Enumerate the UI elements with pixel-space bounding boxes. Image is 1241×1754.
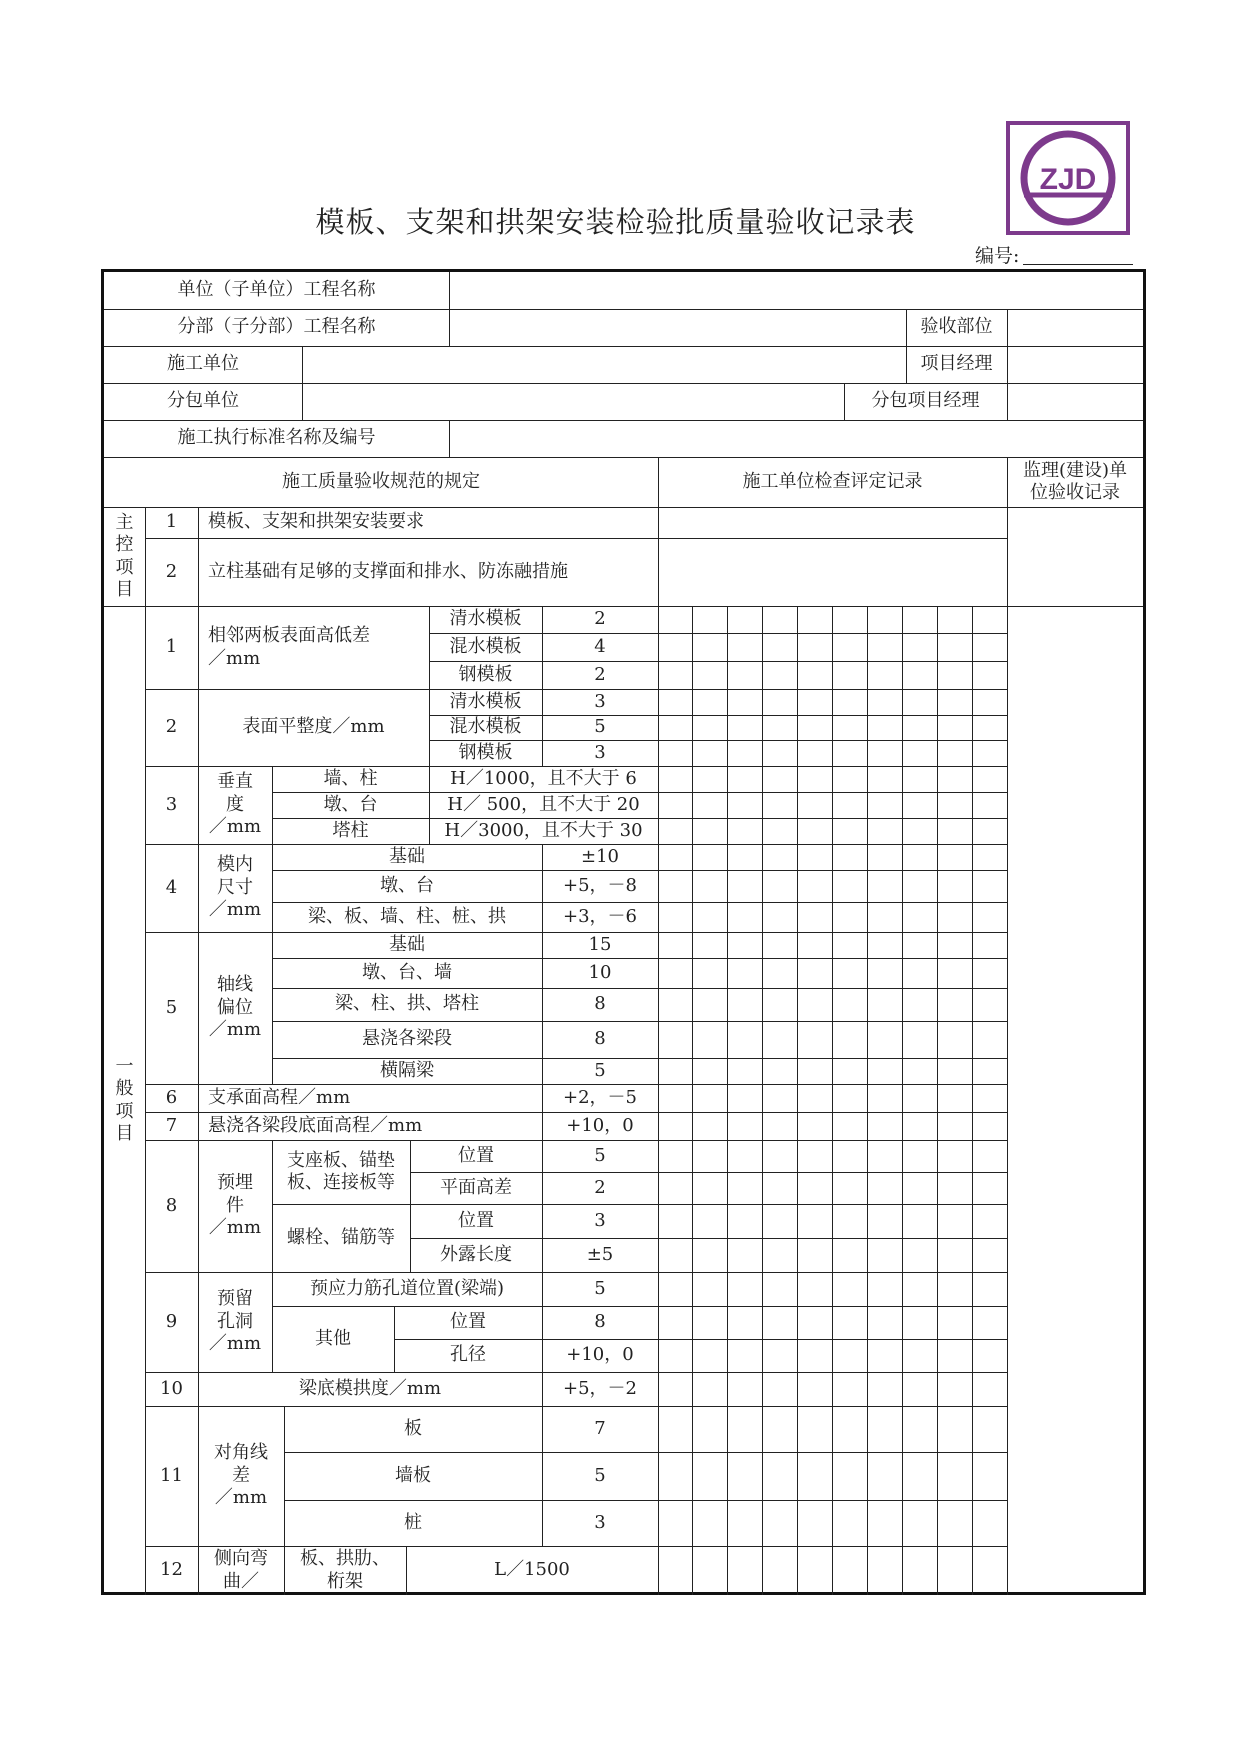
item-4-sub: 基础 <box>389 845 425 867</box>
item-4-value: +5，－8 <box>563 874 637 896</box>
item-9-name: 预留 孔洞 ／mm <box>208 1288 262 1355</box>
item-2-sub: 混水模板 <box>449 716 522 738</box>
label-construction-unit: 施工单位 <box>167 353 239 375</box>
field-subcontract-unit[interactable] <box>302 383 844 420</box>
item-4-value: +3，－6 <box>563 905 637 927</box>
item-12-name: 侧向弯 曲／ <box>214 1548 268 1592</box>
inspection-table <box>101 269 1146 1595</box>
document-title: 模板、支架和拱架安装检验批质量验收记录表 <box>315 205 916 239</box>
main-item-1-no: 1 <box>165 511 178 533</box>
check-row-line <box>658 792 1007 793</box>
check-grid-line <box>902 606 903 1595</box>
item-2-sub: 清水模板 <box>449 690 522 712</box>
item-1-value: 2 <box>594 663 606 685</box>
item-5-value: 10 <box>588 961 612 983</box>
check-row-line <box>658 661 1007 662</box>
check-row-line <box>658 902 1007 903</box>
item-4-sub: 梁、板、墙、柱、桩、拱 <box>308 905 506 927</box>
check-row-line <box>658 1306 1007 1307</box>
item-9-sub: 孔径 <box>450 1344 486 1366</box>
item-12-no: 12 <box>160 1559 183 1581</box>
item-8-value: 3 <box>594 1209 606 1231</box>
item-9-no: 9 <box>165 1310 178 1332</box>
label-standard: 施工执行标准名称及编号 <box>177 427 376 449</box>
main-item-1-check-field[interactable] <box>658 507 1007 538</box>
item-5-value: 8 <box>594 1028 606 1050</box>
item-3-no: 3 <box>165 793 178 815</box>
field-subcontract-manager[interactable] <box>1007 383 1143 420</box>
item-5-sub: 横隔梁 <box>380 1059 434 1081</box>
item-3-value: H／1000，且不大于 6 <box>450 767 637 789</box>
item-2-sub: 钢模板 <box>458 741 513 763</box>
check-grid-line <box>762 606 763 1595</box>
item-12-sub: 板、拱肋、 桁架 <box>300 1548 390 1592</box>
item-9-row-1: 预应力筋孔道位置(梁端) <box>309 1277 505 1299</box>
item-5-no: 5 <box>165 996 178 1018</box>
item-5-name: 轴线 偏位 ／mm <box>208 974 262 1041</box>
item-8-group-1: 支座板、锚垫 板、连接板等 <box>287 1149 395 1193</box>
item-7-value: +10，0 <box>566 1114 634 1136</box>
item-8-value: ±5 <box>586 1243 614 1265</box>
item-4-value: ±10 <box>581 845 619 867</box>
label-unit-project: 单位（子单位）工程名称 <box>177 279 376 301</box>
check-row-line <box>658 870 1007 871</box>
item-5-value: 15 <box>588 933 612 955</box>
col-header-check: 施工单位检查评定记录 <box>742 470 923 492</box>
item-11-sub: 板 <box>404 1417 422 1439</box>
number-label: 编号: <box>975 245 1020 267</box>
svg-text:ZJD: ZJD <box>1039 163 1097 196</box>
item-11-value: 7 <box>594 1417 606 1439</box>
check-grid-line <box>692 606 693 1595</box>
check-row-line <box>658 1339 1007 1340</box>
item-1-name: 相邻两板表面高低差 ／mm <box>208 625 370 669</box>
field-construction-unit[interactable] <box>302 346 906 383</box>
item-8-name: 预埋 件 ／mm <box>208 1172 262 1239</box>
check-row-line <box>658 1204 1007 1205</box>
item-1-no: 1 <box>165 636 178 658</box>
label-acceptance-part: 验收部位 <box>920 316 993 338</box>
check-row-line <box>658 958 1007 959</box>
number-field[interactable] <box>1023 264 1133 265</box>
check-grid-line <box>832 606 833 1595</box>
check-row-line <box>658 633 1007 634</box>
item-2-value: 3 <box>594 741 606 763</box>
col-divider <box>198 1084 199 1140</box>
check-grid-line <box>867 606 868 1595</box>
field-standard[interactable] <box>449 420 1143 457</box>
item-5-sub: 墩、台、墙 <box>362 961 452 983</box>
check-row-line <box>658 740 1007 741</box>
item-11-sub: 桩 <box>404 1511 422 1533</box>
supervision-record-field[interactable] <box>1007 507 1143 1595</box>
item-8-no: 8 <box>165 1194 178 1216</box>
col-divider <box>449 272 450 309</box>
item-2-value: 3 <box>594 690 606 712</box>
item-5-value: 8 <box>594 993 606 1015</box>
item-9-value: 8 <box>594 1311 606 1333</box>
item-9-row-1-value: 5 <box>594 1277 606 1299</box>
col-divider-name <box>198 507 199 606</box>
item-11-no: 11 <box>160 1464 183 1486</box>
col-header-supervision: 监理(建设)单 位验收记录 <box>1022 459 1128 503</box>
item-2-name: 表面平整度／mm <box>242 716 385 738</box>
item-11-value: 3 <box>594 1511 606 1533</box>
main-item-2-text: 立柱基础有足够的支撑面和排水、防冻融措施 <box>208 560 568 582</box>
item-9-value: +10，0 <box>566 1344 634 1366</box>
label-subcontract-unit: 分包单位 <box>167 390 239 412</box>
col-divider <box>658 606 659 1595</box>
item-3-sub: 塔柱 <box>332 819 369 841</box>
general-items-label: 一 般 项 目 <box>115 1055 134 1144</box>
item-8-sub: 位置 <box>458 1144 494 1166</box>
item-6-no: 6 <box>165 1086 178 1108</box>
item-6-name: 支承面高程／mm <box>208 1086 351 1108</box>
item-5-value: 5 <box>594 1059 606 1081</box>
item-1-sub: 钢模板 <box>458 663 513 685</box>
check-grid-line <box>972 606 973 1595</box>
col-header-spec: 施工质量验收规范的规定 <box>282 470 480 492</box>
item-8-value: 5 <box>594 1144 606 1166</box>
item-2-value: 5 <box>594 716 606 738</box>
item-1-sub: 清水模板 <box>449 608 522 630</box>
item-3-sub: 墙、柱 <box>323 767 378 789</box>
label-project-manager: 项目经理 <box>920 353 993 375</box>
item-5-sub: 悬浇各梁段 <box>362 1028 452 1050</box>
item-11-name: 对角线 差 ／mm <box>214 1442 268 1509</box>
item-3-value: H／ 500，且不大于 20 <box>447 793 640 815</box>
check-row-line <box>658 715 1007 716</box>
item-10-name: 梁底模拱度／mm <box>298 1377 442 1399</box>
field-acceptance-part[interactable] <box>1007 309 1143 346</box>
check-row-line <box>658 1452 1007 1453</box>
item-7-no: 7 <box>165 1114 178 1136</box>
item-1-value: 2 <box>594 608 606 630</box>
item-8-value: 2 <box>594 1176 606 1198</box>
item-8-sub: 外露长度 <box>440 1243 512 1265</box>
main-control-label: 主 控 项 目 <box>115 511 134 600</box>
item-1-value: 4 <box>594 635 606 657</box>
main-item-2-no: 2 <box>165 560 178 582</box>
main-item-1-text: 模板、支架和拱架安装要求 <box>208 511 424 533</box>
item-9-sub: 位置 <box>450 1311 486 1333</box>
item-11-value: 5 <box>594 1464 606 1486</box>
check-row-line <box>658 818 1007 819</box>
label-subcontract-manager: 分包项目经理 <box>871 390 980 412</box>
field-project-manager[interactable] <box>1007 346 1143 383</box>
item-2-no: 2 <box>165 716 178 738</box>
label-sub-project: 分部（子分部）工程名称 <box>177 316 376 338</box>
item-3-value: H／3000，且不大于 30 <box>444 819 643 841</box>
check-row-line <box>658 1500 1007 1501</box>
col-divider <box>198 606 199 689</box>
item-4-name: 模内 尺寸 ／mm <box>208 854 262 921</box>
item-5-sub: 梁、柱、拱、塔柱 <box>335 993 479 1015</box>
item-4-sub: 墩、台 <box>380 874 434 896</box>
check-row-line <box>658 1021 1007 1022</box>
check-row-line <box>658 1238 1007 1239</box>
check-row-line <box>658 1172 1007 1173</box>
item-5-sub: 基础 <box>389 933 425 955</box>
item-11-sub: 墙板 <box>395 1464 431 1486</box>
item-3-sub: 墩、台 <box>323 793 378 815</box>
main-item-2-check-field[interactable] <box>658 538 1007 606</box>
item-8-sub: 位置 <box>458 1209 494 1231</box>
check-grid-line <box>727 606 728 1595</box>
check-grid-line <box>797 606 798 1595</box>
item-4-no: 4 <box>165 876 178 898</box>
field-unit-project[interactable] <box>449 272 1143 309</box>
item-8-sub: 平面高差 <box>440 1176 512 1198</box>
item-8-group-2: 螺栓、锚筋等 <box>287 1226 395 1248</box>
item-1-sub: 混水模板 <box>449 635 522 657</box>
item-9-group: 其他 <box>315 1327 351 1349</box>
check-row-line <box>658 1058 1007 1059</box>
check-grid-line <box>937 606 938 1595</box>
check-row-line <box>658 988 1007 989</box>
item-6-value: +2，－5 <box>563 1086 637 1108</box>
item-7-name: 悬浇各梁段底面高程／mm <box>208 1114 423 1136</box>
item-10-no: 10 <box>160 1377 183 1399</box>
item-10-value: +5，－2 <box>563 1377 637 1399</box>
field-sub-project[interactable] <box>449 309 906 346</box>
item-12-value: L／1500 <box>494 1559 570 1581</box>
item-3-name: 垂直 度 ／mm <box>208 771 262 838</box>
